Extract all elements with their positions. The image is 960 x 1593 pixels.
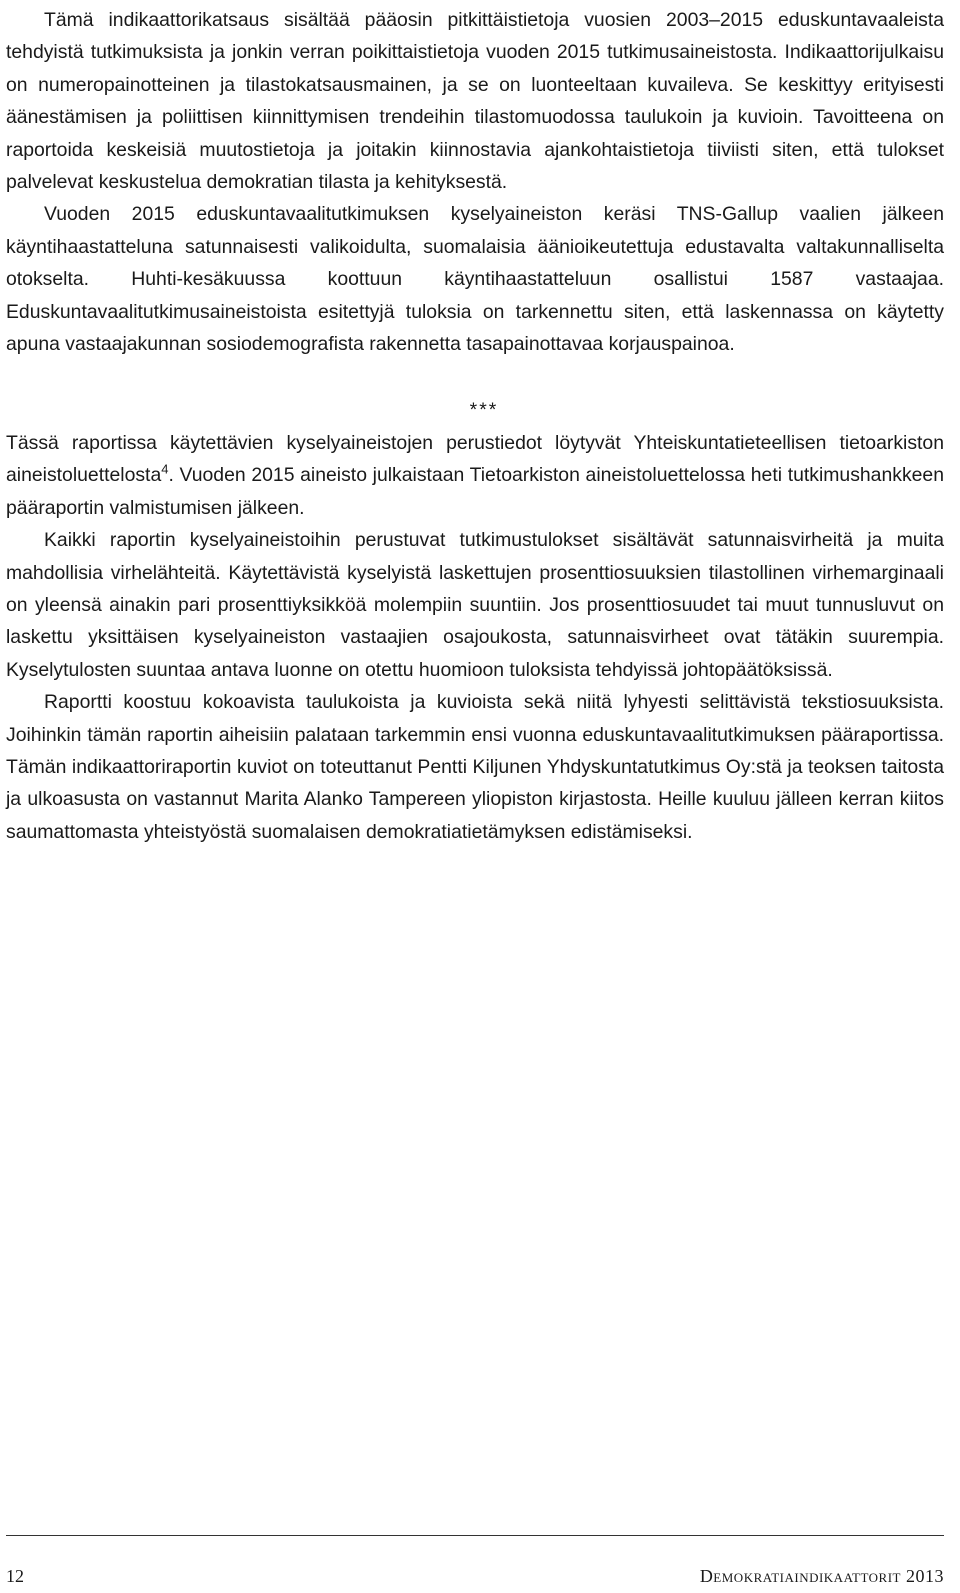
paragraph-errors: Kaikki raportin kyselyaineistoihin perustuvat tutkimustulokset sisältävät satunnaisvirheitä ja muita mahdollisia virhelähteitä. Käytettävistä kyselyistä laskettujen prosenttiosuuksien tilastollinen virhemarginaali on yleensä ainakin pari prosenttiyksikköä molempiin suuntiin. Jos prosenttiosuudet tai muut tunnusluvut on laskettu yksittäisen kyselyaineiston vastaajien osajoukosta, satunnaisvirheet ovat tätäkin suurempia. Kyselytulosten suuntaa antava luonne on otettu huomioon tuloksista tehdyissä johtopäätöksissä. [6,529,944,681]
footnote-marker: 4 [161,461,169,477]
page-body [6,4,944,848]
running-title: Demokratiaindikaattorit 2013 [699,1566,944,1586]
spacer [6,360,944,394]
paragraph-archive [6,427,944,524]
page-number: 12 [6,1566,24,1586]
paragraph-archive-text: Tässä raportissa käytettävien kyselyaineistojen perustiedot löytyvät Yhteiskuntatieteellisen tietoarkiston aineistoluettelosta [6,431,944,487]
paragraph-intro: Tämä indikaattorikatsaus sisältää pääosin pitkittäistietoja vuosien 2003–2015 eduskuntavaaleista tehdyistä tutkimuksista ja jonkin verran poikittaistietoja vuoden 2015 tutkimusaineistosta. Indikaattorijulkaisu on numeropainotteinen ja tilastokatsausmainen, ja se on luonteeltaan kuvaileva. Se keskittyy erityisesti äänestämisen ja poliittisen kiinnittymisen trendeihin tilastomuodossa taulukoin ja kuvioin. Tavoitteena on raportoida keskeisiä muutostietoja ja joitakin kiinnostavia ajankohtaistietoja tiiviisti siten, että tulokset palvelevat keskustelua demokratian tilasta ja kehityksestä. [6,9,944,194]
paragraph-survey: Vuoden 2015 eduskuntavaalitutkimuksen kyselyaineiston keräsi TNS-Gallup vaalien jälkeen käyntihaastatteluna satunnaisesti valikoidulta, suomalaisia äänioikeutettuja edustavalta valtakunnalliselta otokselta. Huhti-kesäkuussa koottuun käyntihaastatteluun osallistui 1587 vastaajaa. Eduskuntavaalitutkimusaineistoista esitettyjä tuloksia on tarkennettu siten, että laskennassa on käytetty apuna vastaajakunnan sosiodemografista rakennetta tasapainottavaa korjauspainoa. [6,203,944,356]
page-footer [6,1535,944,1586]
section-separator: *** [469,399,499,422]
paragraph-structure: Raportti koostuu kokoavista taulukoista ja kuvioista sekä niitä lyhyesti selittävistä tekstiosuuksista. Joihinkin tämän raportin aiheisiin palataan tarkemmin ensi vuonna eduskuntavaalitutkimuksen pääraportissa. Tämän indikaattoriraportin kuviot on toteuttanut Pentti Kiljunen Yhdyskuntatutkimus Oy:stä ja teoksen taitosta ja ulkoasusta on vastannut Marita Alanko Tampereen yliopiston kirjastosta. Heille kuuluu jälleen kerran kiitos saumattomasta yhteistyöstä suomalaisen demokratiatietämyksen edistämiseksi. [6,691,944,843]
paragraph-archive-text-cont: . Vuoden 2015 aineisto julkaistaan Tietoarkiston aineistoluettelossa heti tutkimushankkeen pääraportin valmistumisen jälkeen. [6,464,944,519]
